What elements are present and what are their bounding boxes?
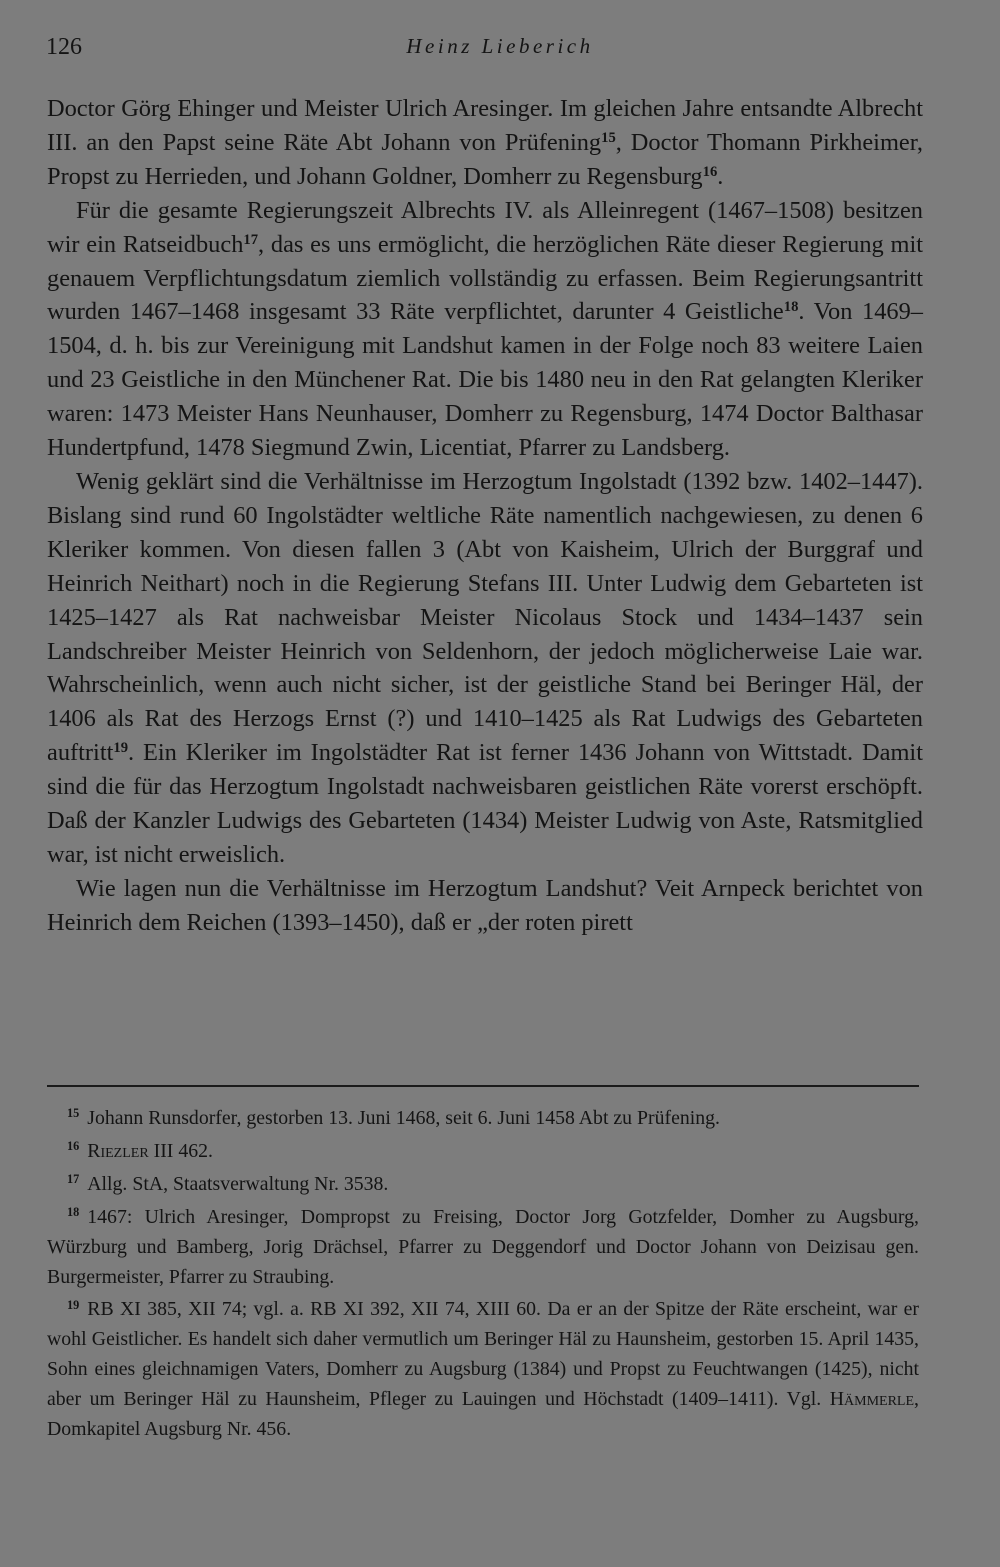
paragraph-3 — [47, 465, 923, 872]
main-text — [47, 92, 923, 940]
text-run: , das es uns ermöglicht, die herzöglichen Räte dieser Regierung mit genauem Verpflichtungsdatum ziemlich vollständig zu erfassen. Beim Regierungsantritt wurden 1467–1468 insgesamt 33 Räte verpflichtet, darunter 4 Geistliche — [47, 230, 924, 326]
footnote-number: 19 — [67, 1297, 80, 1312]
footnote-text: Allg. StA, Staatsverwaltung Nr. 3538. — [87, 1172, 389, 1195]
author-name: Riezler — [87, 1139, 149, 1162]
paragraph-4 — [47, 872, 923, 940]
footnote-18 — [47, 1203, 919, 1293]
footnote-19 — [47, 1295, 919, 1445]
footnote-text: III 462. — [148, 1139, 213, 1162]
footnote-17 — [47, 1170, 919, 1200]
footnote-number: 18 — [67, 1204, 80, 1219]
footnote-text: 1467: Ulrich Aresinger, Dompropst zu Freising, Doctor Jorg Gotzfelder, Domher zu Augsburg, Würzburg und Bamberg, Jorig Drächsel, Pfarrer zu Deggendorf und Doctor Johann von Deizisau gen. Burgermeister, Pfarrer zu Straubing. — [47, 1205, 919, 1288]
author-name: Hämmerle — [829, 1388, 915, 1411]
footnote-15 — [47, 1104, 919, 1134]
text-run: , Doctor Thomann Pirkheimer, Propst zu Herrieden, und Johann Goldner, Domherr zu Regensburg — [47, 128, 923, 190]
paragraph-2 — [47, 194, 923, 465]
footnotes — [47, 1104, 919, 1448]
footnote-divider — [47, 1085, 919, 1087]
text-run: Wie lagen nun die Verhältnisse im Herzogtum Landshut? Veit Arnpeck berichtet von Heinrich dem Reichen (1393–1450), daß er „der roten pirett — [47, 874, 923, 936]
page-number: 126 — [46, 34, 82, 60]
text-run: Wenig geklärt sind die Verhältnisse im Herzogtum Ingolstadt (1392 bzw. 1402–1447). Bislang sind rund 60 Ingolstädter weltliche Räte namentlich nachgewiesen, zu denen 6 Kleriker kommen. Von diesen fallen 3 (Abt von Kaisheim, Ulrich der Burggraf und Heinrich Neithart) noch in die Regierung Stefans III. Unter Ludwig dem Gebarteten ist 1425–1427 als Rat nachweisbar Meister Nicolaus Stock und 1434–1437 sein Landschreiber Meister Heinrich von Seldenhorn, der jedoch möglicherweise Laie war. Wahrscheinlich, wenn auch nicht sicher, ist der geistliche Stand bei Beringer Häl, der 1406 als Rat des Herzogs Ernst (?) und 1410–1425 als Rat Ludwigs des Gebarteten auftritt — [47, 467, 923, 767]
footnote-ref-19: 19 — [113, 740, 128, 757]
footnote-number: 16 — [67, 1139, 80, 1154]
footnote-text: , Domkapitel Augsburg Nr. 456. — [47, 1388, 919, 1441]
text-run: . — [717, 162, 724, 190]
footnote-number: 17 — [67, 1172, 80, 1187]
footnote-ref-18: 18 — [783, 299, 799, 316]
footnote-text: RB XI 385, XII 74; vgl. a. RB XI 392, XII 74, XIII 60. Da er an der Spitze der Räte erscheint, war er wohl Geistlicher. Es handelt sich daher vermutlich um Beringer Häl zu Haunsheim, gestorben 15. April 1435, Sohn eines gleichnamigen Vaters, Domherr zu Augsburg (1384) und Propst zu Feuchtwangen (1425), nicht aber um Beringer Häl zu Haunsheim, Pfleger zu Lauingen und Höchstadt (1409–1411). Vgl. — [47, 1298, 919, 1411]
footnote-ref-17: 17 — [243, 231, 259, 248]
footnote-16 — [47, 1137, 919, 1167]
text-run: Doctor Görg Ehinger und Meister Ulrich Aresinger. Im gleichen Jahre entsandte Albrecht III. an den Papst seine Räte Abt Johann von Prüfening — [47, 95, 923, 156]
running-head: Heinz Lieberich — [406, 34, 594, 58]
text-run: Für die gesamte Regierungszeit Albrechts IV. als Alleinregent (1467–1508) besitzen wir ein Ratseidbuch — [47, 196, 923, 258]
footnote-ref-15: 15 — [601, 129, 616, 146]
footnote-ref-16: 16 — [702, 163, 718, 180]
footnote-text: Johann Runsdorfer, gestorben 13. Juni 1468, seit 6. Juni 1458 Abt zu Prüfening. — [87, 1107, 720, 1129]
paragraph-1 — [47, 92, 923, 194]
text-run: . Von 1469–1504, d. h. bis zur Vereinigung mit Landshut kamen in der Folge noch 83 weitere Laien und 23 Geistliche in den Münchener Rat. Die bis 1480 neu in den Rat gelangten Kleriker waren: 1473 Meister Hans Neunhauser, Domherr zu Regensburg, 1474 Doctor Balthasar Hundertpfund, 1478 Siegmund Zwin, Licentiat, Pfarrer zu Landsberg. — [47, 298, 923, 462]
text-run: . Ein Kleriker im Ingolstädter Rat ist ferner 1436 Johann von Wittstadt. Damit sind die für das Herzogtum Ingolstadt nachweisbaren geistlichen Räte vorerst erschöpft. Daß der Kanzler Ludwigs des Gebarteten (1434) Meister Ludwig von Aste, Ratsmitglied war, ist nicht erweislich. — [47, 739, 923, 868]
footnote-number: 15 — [67, 1106, 80, 1121]
